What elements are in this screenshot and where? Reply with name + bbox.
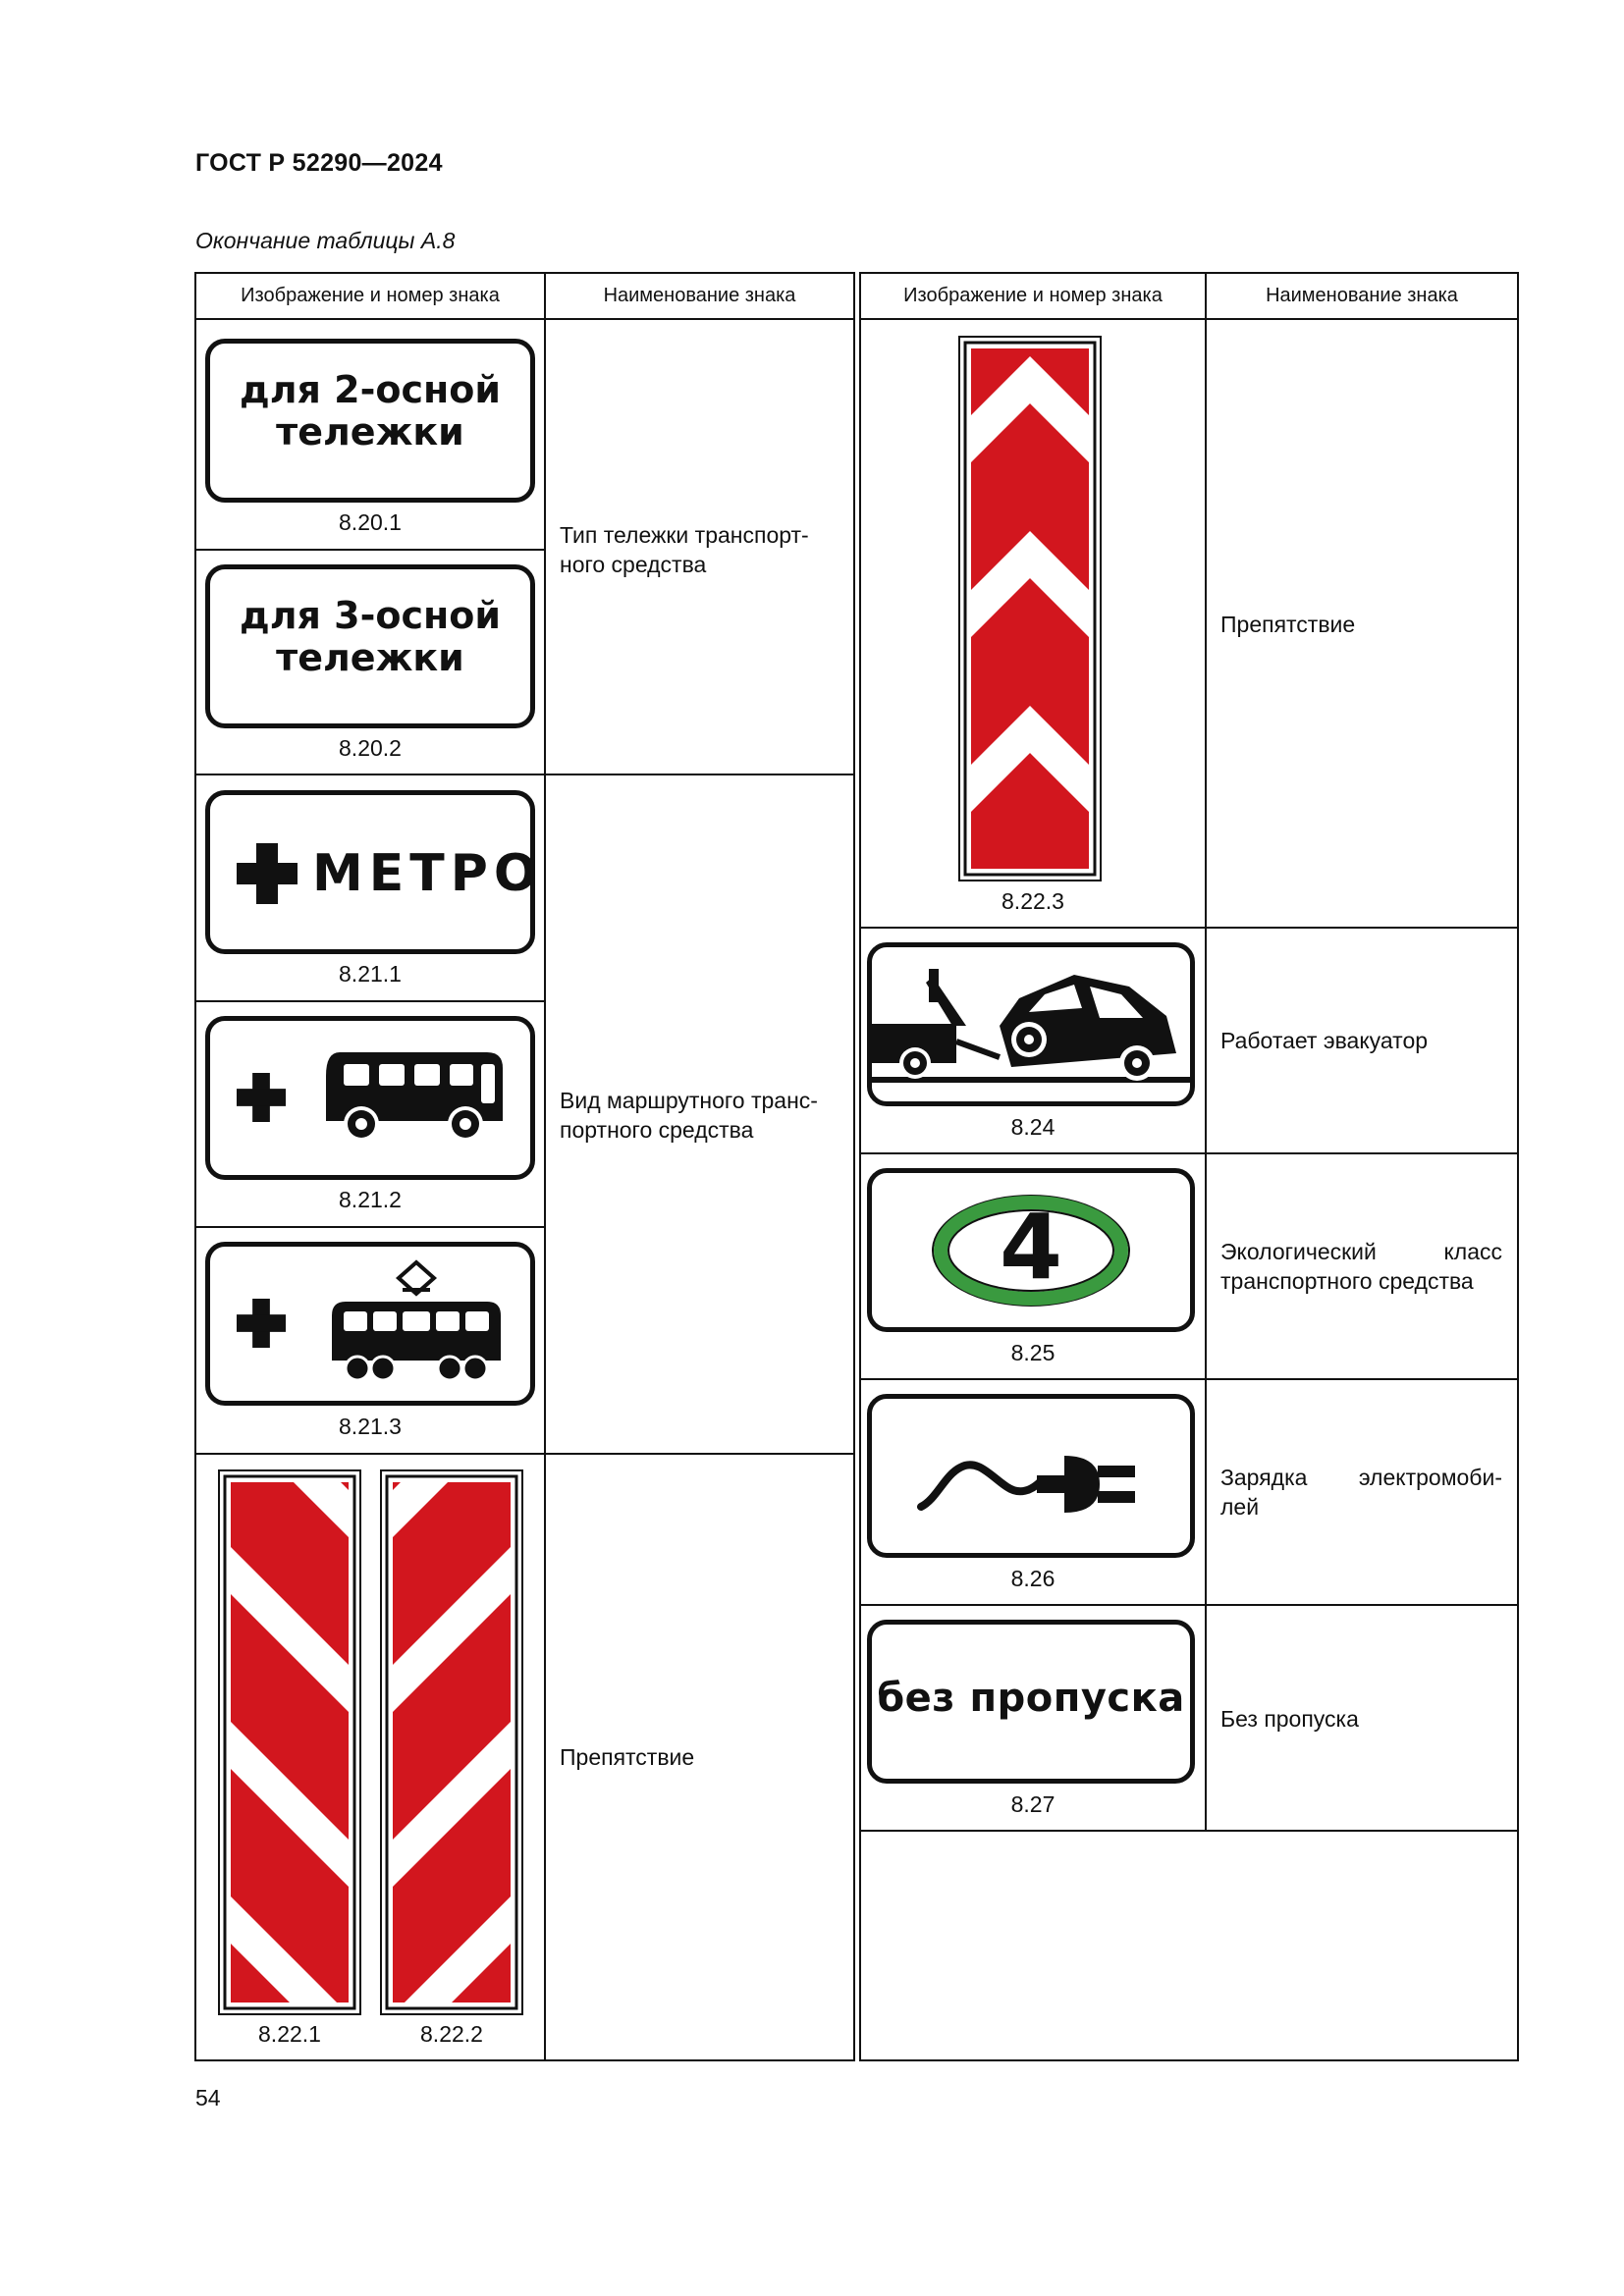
sign-8-25 [867, 1168, 1195, 1332]
sign-number: 8.27 [1010, 1791, 1056, 1817]
sign-number: 8.22.1 [258, 2021, 321, 2047]
sign-number: 8.20.2 [339, 735, 402, 761]
sign-text: без пропуска [877, 1676, 1185, 1721]
sign-8-21-3 [205, 1242, 535, 1406]
sign-name: Вид маршрутного транс- портного средства [560, 1088, 818, 1143]
sign-8-22-1 [218, 1469, 361, 2015]
sign-name: Препятствие [1220, 612, 1356, 637]
sign-name: Препятствие [560, 1744, 695, 1770]
sign-number: 8.24 [1010, 1114, 1056, 1140]
sign-number: 8.22.3 [1001, 888, 1064, 914]
sign-name: Зарядка электромоби- лей [1220, 1465, 1502, 1520]
column-header-name: Наименование знака [1266, 285, 1458, 306]
eco-class-digit: 4 [999, 1195, 1062, 1300]
document-header: ГОСТ Р 52290—2024 [195, 149, 443, 177]
sign-text-line: тележки [276, 636, 464, 679]
sign-8-21-1 [205, 790, 544, 954]
ev-plug-icon [917, 1434, 1153, 1522]
sign-name: Без пропуска [1220, 1706, 1359, 1732]
sign-name: Работает эвакуатор [1220, 1028, 1429, 1053]
sign-8-21-2 [205, 1016, 535, 1180]
sign-8-24 [867, 942, 1195, 1106]
sign-number: 8.21.3 [339, 1414, 402, 1439]
sign-8-22-3 [958, 336, 1102, 881]
sign-8-20-2 [205, 564, 535, 728]
sign-8-20-1 [205, 339, 535, 503]
page-number: 54 [195, 2085, 221, 2110]
sign-number: 8.26 [1010, 1566, 1056, 1591]
sign-text-line: для 2-осной [240, 368, 501, 411]
column-header-image: Изображение и номер знака [903, 285, 1163, 306]
sign-number: 8.22.2 [420, 2021, 483, 2047]
plus-icon [237, 1299, 286, 1348]
sign-number: 8.25 [1010, 1340, 1056, 1365]
sign-name: Экологический класс транспортного средства [1220, 1239, 1502, 1294]
sign-text-line: тележки [276, 410, 464, 454]
plus-icon [237, 843, 298, 904]
plus-icon [237, 1073, 286, 1122]
sign-number: 8.21.1 [339, 961, 402, 987]
table-caption: Окончание таблицы А.8 [195, 228, 456, 253]
sign-8-27 [867, 1620, 1195, 1784]
bus-icon [322, 1050, 505, 1148]
tow-truck-icon [872, 947, 1190, 1101]
sign-number: 8.21.2 [339, 1187, 402, 1212]
tram-icon [328, 1258, 505, 1388]
sign-name: Тип тележки транспорт- ного средства [560, 522, 809, 577]
sign-number: 8.20.1 [339, 509, 402, 535]
sign-text-line: для 3-осной [240, 594, 501, 637]
column-header-image: Изображение и номер знака [241, 285, 500, 306]
column-header-name: Наименование знака [603, 285, 796, 306]
sign-8-22-2 [380, 1469, 523, 2015]
sign-8-26 [867, 1394, 1195, 1558]
sign-text: МЕТРО [312, 844, 544, 903]
